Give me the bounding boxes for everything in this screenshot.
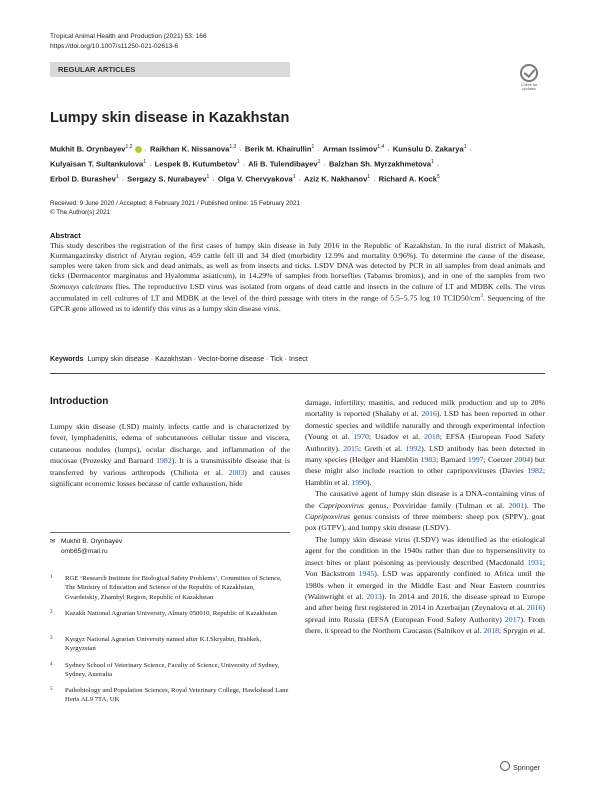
- citation-link[interactable]: 2017: [504, 614, 521, 624]
- author-separator: ·: [317, 144, 320, 154]
- author-separator: ·: [149, 159, 152, 169]
- author-name[interactable]: Sergazy S. Nurabayev: [127, 174, 207, 184]
- author-separator: ·: [121, 174, 125, 184]
- author-name[interactable]: Kulyaisan T. Sultankulova: [50, 159, 144, 169]
- paragraph: The lumpy skin disease virus (LSDV) was identified as the etiological agent for the condition in the 1940s rather than due to hypersensitivity to insect bites or plant poisoning as previously described (Macdonald 1931; Von Backstrom 1945). LSD was apparently confined to Africa until the 1980s when it emerged in the Middle East and Near Eastern countries (Wainwright et al. 2013). In 2014 and 2016, the disease spread to Europe and after being first registered in 2014 in Azerbaijan (Zeynalova et al. 2016) spread into Russia (EFSA (European Food Safety Authority) 2017). From there, it spread to the Northern Caucasus (Salnikov et al. 2018; Sprygin et al.: [305, 534, 545, 636]
- author-affiliation-marker: 1: [115, 174, 119, 181]
- citation-link[interactable]: 1997: [467, 455, 484, 465]
- paragraph: The causative agent of lumpy skin disease is a DNA-containing virus of the Capripoxvirus genus, Poxviridae family (Tulman et al. 2001). The Capripoxvirus genus consists of three members: sheep pox (SPPV), goat pox (GTPV), and lumpy skin disease (LSDV).: [305, 489, 545, 533]
- section-banner: REGULAR ARTICLES: [50, 62, 290, 77]
- author-list: [50, 141, 550, 186]
- author-name[interactable]: Aziz K. Nakhanov: [304, 174, 368, 184]
- correspondence: [50, 537, 122, 556]
- author-affiliation-marker: 1: [367, 174, 371, 181]
- publication-history: Received: 9 June 2020 / Accepted: 8 February 2021 / Published online: 15 February 2021: [50, 200, 300, 207]
- author-name[interactable]: Mukhit B. Orynbayev: [50, 144, 126, 154]
- check-for-updates-badge[interactable]: [514, 64, 544, 94]
- author-separator: ·: [212, 174, 215, 184]
- springer-horse-icon: [500, 761, 510, 771]
- intro-right-column: [305, 397, 545, 637]
- keywords-label: Keywords: [50, 356, 84, 363]
- citation-link[interactable]: 1990: [351, 477, 367, 487]
- author-name[interactable]: Richard A. Kock: [378, 174, 437, 184]
- affiliation-4: 4 Sydney School of Veterinary Science, Faculty of Science, University of Sydney, Sydney, Australia: [50, 662, 280, 679]
- paragraph: damage, infertility, mastitis, and reduced milk production and up to 20% mortality is reported (Shalaby et al. 2016). LSD has been reported in other domestic species and wildlife naturally and through experimental infection (Young et al. 1970; Usadov et al. 2018; EFSA (European Food Safety Authority). 2015; Greth et al. 1992). LSD antibody has been detected in many species (Hedger and Hamblin 1983; Barnard 1997; Coetzer 2004) but these might also include reaction to other capripoxviruses (Davies 1982; Hamblin et al. 1990).: [305, 398, 546, 487]
- section-divider: [50, 373, 545, 374]
- author-affiliation-marker: 1: [431, 159, 434, 166]
- orcid-icon[interactable]: [135, 146, 142, 153]
- author-name[interactable]: Ali B. Tulendibayev: [248, 159, 318, 169]
- keywords-list: Lumpy skin disease · Kazakhstan · Vector-borne disease · Tick · Insect: [87, 356, 308, 363]
- author-affiliation-marker: 5: [436, 174, 440, 181]
- author-name[interactable]: Erbol D. Burashev: [50, 174, 116, 184]
- abstract-heading: Abstract: [50, 231, 81, 240]
- author-affiliation-marker: 1: [206, 174, 210, 181]
- affiliation-5: 5 Pathobiology and Population Sciences, Royal Veterinary College, Hawkshead Lane Herts AL9 7TA, UK: [50, 687, 289, 704]
- citation-link[interactable]: 1970: [353, 432, 369, 442]
- author-name[interactable]: Olga V. Chervyakova: [217, 174, 293, 184]
- author-affiliation-marker: 1: [292, 174, 296, 181]
- author-affiliation-marker: 1: [317, 159, 321, 166]
- author-separator: ·: [323, 159, 326, 169]
- author-separator: ·: [242, 159, 246, 169]
- affiliation-1: 1 RGE ‘Research Institute for Biological Safety Problems’, Committee of Science, The Ministry of Education and Science of the Republic of Kazakhstan, Gvardeiskiy, Zhambyl Region, Republic of Kazakhstan: [50, 575, 282, 601]
- journal-header: [50, 32, 207, 51]
- citation-link[interactable]: 2015: [343, 443, 359, 453]
- citation-link[interactable]: 1945: [358, 569, 375, 579]
- article-dates: [50, 199, 300, 217]
- citation-link[interactable]: 1982: [156, 456, 172, 466]
- intro-paragraph: Lumpy skin disease (LSD) mainly infects cattle and is characterized by fever, lymphadenitis, edema of subcutaneous cellular tissue and viscera, cutaneous nodules (lumps), ocular discharge, and inflammation of the mucosae (Prozesky and Barnard 1982). It is a transmissible disease that is transferred by various arthropods (Chihota et al. 2003) and causes significant economic losses because of cattle exhaustion, hide: [50, 422, 291, 489]
- envelope-icon: ✉: [50, 538, 56, 545]
- citation-link[interactable]: 2018: [483, 626, 500, 636]
- introduction-heading: Introduction: [50, 396, 109, 407]
- citation-link[interactable]: 2001: [508, 500, 525, 510]
- author-affiliation-marker: 1,3: [229, 144, 237, 150]
- author-separator: ·: [144, 144, 148, 154]
- affiliation-3: 3 Kyrgyz National Agrarian University named after K.I.Skryabin, Bishkek, Kyrgyzstan: [50, 636, 262, 653]
- corresponding-email[interactable]: omb65@mail.ru: [61, 547, 108, 555]
- abstract-text: This study describes the registration of the first cases of lumpy skin disease in July 2016 in the Republic of Kazakhstan. In the rural district of Makash, Kurmangazinsky district of Atyrau region, 459 cattle fell ill and 34 died (morbidity 12.9% and mortality 0.96%). To determine the cause of the disease, samples were taken from sick and dead animals, as well as from insects and ticks. LSDV DNA was detected by PCR in all samples from dead animals and ticks (Dermacentor marginatus and Hyalomma asiaticum), in 14.29% of samples from horseflies (Tabanus bromius), and in one of the samples from two Stomoxys calcitrans flies. The reproductive LSD virus was isolated from organs of dead cattle and insects in the culture of LT and MDBK cells. The virus accumulated in cell cultures of LT and MDBK at the level of the third passage with titers in the range of 5.5–5.75 log 10 $TCID50/cm^3$. Sequencing of the GPCR gene allowed us to identify this virus as a lumpy skin disease virus.: [50, 241, 545, 313]
- citation-link[interactable]: 1983: [420, 455, 437, 465]
- citation-link[interactable]: 2013: [366, 591, 382, 601]
- citation-link[interactable]: 1992: [405, 443, 422, 453]
- intro-left-column: [50, 421, 290, 489]
- author-separator: ·: [373, 174, 376, 184]
- author-separator: ·: [298, 174, 301, 184]
- footnote-divider: [50, 532, 290, 533]
- author-name[interactable]: Raikhan K. Nissanova: [150, 144, 230, 154]
- citation-link[interactable]: 2003: [228, 467, 245, 477]
- article-title: Lumpy skin disease in Kazakhstan: [50, 110, 290, 126]
- author-name[interactable]: Kunsulu D. Zakarya: [392, 144, 464, 154]
- author-affiliation-marker: 1: [463, 144, 467, 150]
- check-updates-icon: [520, 64, 538, 82]
- doi-link[interactable]: https://doi.org/10.1007/s11250-021-02613-6: [50, 42, 179, 50]
- citation-link[interactable]: 2018: [424, 432, 440, 442]
- author-name[interactable]: Berik M. Khairullin: [244, 144, 312, 154]
- author-separator: ·: [469, 144, 472, 154]
- journal-citation: Tropical Animal Health and Production (2021) 53: 166: [50, 33, 207, 40]
- citation-link[interactable]: 1931: [527, 557, 543, 567]
- citation-link[interactable]: 1982: [527, 466, 543, 476]
- author-affiliation-marker: 1: [236, 159, 240, 166]
- citation-link[interactable]: 2004: [514, 455, 531, 465]
- author-affiliation-marker: 1,2: [125, 144, 133, 150]
- author-separator: ·: [239, 144, 242, 154]
- copyright-notice: © The Author(s) 2021: [50, 209, 111, 216]
- author-affiliation-marker: 1: [143, 159, 147, 166]
- check-updates-label: Check for updates: [520, 83, 538, 92]
- author-name[interactable]: Balzhan Sh. Myrzakhmetova: [328, 159, 432, 169]
- publisher-logo: Springer: [500, 761, 540, 772]
- keywords: [50, 356, 308, 363]
- author-separator: ·: [387, 144, 390, 154]
- author-name[interactable]: Arman Issimov: [322, 144, 378, 154]
- corresponding-author: Mukhit B. Orynbayev: [61, 538, 123, 545]
- citation-link[interactable]: 2016: [421, 409, 437, 419]
- author-affiliation-marker: 1,4: [377, 144, 385, 150]
- author-name[interactable]: Lespek B. Kutumbetov: [154, 159, 237, 169]
- affiliation-2: 2 Kazakh National Agrarian University, Almaty 050010, Republic of Kazakhstan: [50, 610, 278, 617]
- author-separator: ·: [436, 159, 440, 169]
- citation-link[interactable]: 2016: [526, 603, 543, 613]
- author-affiliation-marker: 1: [311, 144, 315, 150]
